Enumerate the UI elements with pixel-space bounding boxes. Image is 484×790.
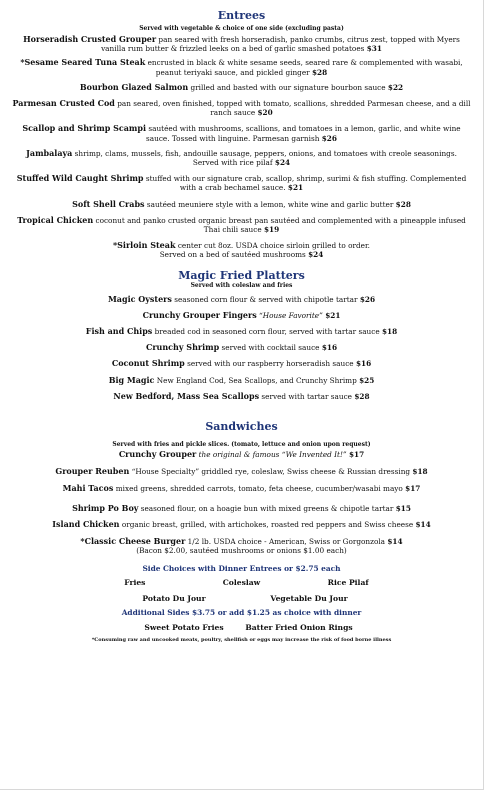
menu-item: [12, 520, 471, 529]
item-price: $15: [395, 503, 411, 513]
item-desc: organic breast, grilled, with artichokes, roasted red peppers and Swiss cheese: [119, 519, 416, 529]
item-name: Jambalaya: [26, 147, 73, 158]
menu-item: [12, 467, 471, 476]
item-name: *Sirloin Steak: [112, 240, 176, 251]
side-item: Coleslaw: [222, 577, 261, 587]
item-desc: shrimp, clams, mussels, fish, andouille sausage, peppers, onions, and tomatoes with creole seasonings. Served with rice pilaf: [72, 148, 457, 168]
menu-item: [12, 99, 471, 117]
menu-item: [12, 392, 471, 401]
side-item: Potato Du Jour: [142, 593, 206, 603]
menu-item: [12, 450, 471, 459]
item-price: $19: [263, 225, 280, 235]
sides-section: [12, 563, 471, 633]
item-desc: New England Cod, Sea Scallops, and Crunchy Shrimp: [154, 375, 360, 385]
menu-item: [12, 295, 471, 304]
menu-item: [12, 149, 471, 167]
item-price: $16: [355, 359, 372, 369]
item-price: $20: [257, 108, 273, 118]
item-name: New Bedford, Mass Sea Scallops: [113, 390, 260, 401]
item-desc: breaded cod in seasoned corn flour, served with tartar sauce: [152, 327, 382, 337]
item-desc: grilled and basted with our signature bourbon sauce: [188, 82, 388, 92]
side-item: Fries: [124, 577, 146, 587]
item-desc: mixed greens, shredded carrots, tomato, feta cheese, cucumber/wasabi mayo: [113, 484, 406, 494]
menu-item: [12, 58, 471, 76]
item-name: Bourbon Glazed Salmon: [79, 81, 189, 92]
sides-row: [127, 622, 357, 633]
menu-item: [12, 35, 471, 53]
menu-item: [12, 174, 471, 192]
item-price: $14: [415, 519, 431, 529]
additional-sides: Additional Sides $3.75 or add $1.25 as choice with dinner: [121, 607, 362, 617]
menu-item: [12, 537, 471, 555]
item-name: Big Magic: [108, 374, 155, 385]
item-desc: coconut and panko crusted organic breast pan sautéed and complemented with a pineapple infused Thai chili sauce: [93, 215, 466, 235]
entrees-subtitle: Served with vegetable & choice of one side (excluding pasta): [139, 25, 344, 32]
item-name: Tropical Chicken: [17, 214, 94, 225]
sandwiches-section: [12, 420, 471, 555]
side-item: Batter Fried Onion Rings: [245, 622, 353, 632]
item-price: $25: [359, 375, 375, 385]
menu-item: [12, 327, 471, 336]
item-name: Soft Shell Crabs: [72, 198, 145, 209]
item-desc: 1/2 lb. USDA choice - American, Swiss or Gorgonzola: [185, 537, 388, 547]
item-desc: pan seared, oven finished, topped with tomato, scallions, shredded Parmesan cheese, and a dill ranch sauce: [114, 99, 471, 118]
item-name: Mahi Tacos: [62, 483, 114, 494]
menu-item: [12, 343, 471, 352]
entrees-section: [12, 9, 471, 260]
menu-item: [12, 484, 471, 493]
sides-row: [107, 593, 377, 604]
item-price: $17: [405, 484, 421, 494]
item-price: $26: [359, 294, 376, 304]
disclaimer: *Consuming raw and uncooked meats, poultry, shellfish or eggs may increase the risk of food borne illness: [91, 636, 392, 643]
menu-item: [12, 311, 471, 320]
item-price: $21: [287, 183, 304, 193]
item-desc: center cut 8oz. USDA choice sirloin grilled to order. Served on a bed of sautéed mushrooms: [159, 241, 371, 260]
item-desc: sautéed meuniere style with a lemon, white wine and garlic butter: [144, 199, 396, 209]
menu-item: [12, 504, 471, 513]
item-desc: served with tartar sauce: [259, 391, 355, 401]
sandwiches-title: Sandwiches: [205, 420, 278, 434]
item-name: Crunchy Shrimp: [145, 342, 220, 353]
item-desc: sautéed with mushrooms, scallions, and tomatoes in a lemon, garlic, and white wine sauce. Tossed with linguine. Parmesan garnish: [146, 124, 461, 143]
item-name: *Classic Cheese Burger: [80, 536, 186, 547]
item-desc: “House Favorite”: [256, 310, 326, 320]
item-name: Coconut Shrimp: [111, 358, 185, 369]
item-name: Horseradish Crusted Grouper: [23, 34, 157, 44]
menu-item: [12, 216, 471, 234]
menu-item: [12, 376, 471, 385]
item-desc: stuffed with our signature crab, scallop, shrimp, surimi & fish stuffing. Complemented with a crab bechamel sauce.: [143, 174, 467, 193]
item-price: $31: [366, 44, 382, 54]
side-item: Sweet Potato Fries: [144, 622, 224, 632]
item-name: *Sesame Seared Tuna Steak: [20, 57, 146, 68]
item-desc: seasoned corn flour & served with chipotle tartar: [171, 294, 360, 304]
item-desc: pan seared with fresh horseradish, panko crumbs, citrus zest, topped with Myers vanilla rum butter & frizzled leeks on a bed of garlic smashed potatoes: [101, 35, 460, 54]
menu-item: [12, 200, 471, 209]
item-price: $18: [412, 467, 428, 477]
item-price: $22: [387, 82, 404, 92]
platters-subtitle: Served with coleslaw and fries: [190, 281, 293, 289]
platters-section: [12, 269, 471, 401]
sides-title: Side Choices with Dinner Entrees or $2.75 each: [142, 563, 341, 573]
item-price: $28: [354, 391, 370, 401]
platters-title: Magic Fried Platters: [178, 268, 305, 282]
sandwiches-subtitle: Served with fries and pickle slices. (tomato, lettuce and onion upon request): [112, 441, 371, 449]
item-price: $28: [395, 199, 411, 209]
item-price: $14: [387, 537, 403, 547]
item-desc: served with our raspberry horseradish sauce: [184, 359, 356, 369]
item-name: Parmesan Crusted Cod: [12, 98, 115, 109]
menu-item: [12, 83, 471, 92]
item-name: Shrimp Po Boy: [72, 502, 139, 513]
item-name: Scallop and Shrimp Scampi: [22, 123, 147, 134]
item-name: Island Chicken: [52, 518, 120, 529]
menu-item: [12, 124, 471, 142]
item-name: Stuffed Wild Caught Shrimp: [16, 173, 144, 184]
entrees-title: Entrees: [217, 9, 266, 22]
item-price: $17: [348, 450, 365, 460]
item-name: Crunchy Grouper: [118, 449, 197, 460]
sides-row: [82, 577, 402, 588]
item-name: Crunchy Grouper Fingers: [142, 309, 257, 320]
side-item: Rice Pilaf: [327, 577, 369, 587]
item-price: $26: [321, 133, 337, 143]
item-price: $24: [308, 250, 324, 260]
item-name: Grouper Reuben: [55, 466, 130, 477]
item-name: Magic Oysters: [107, 293, 172, 304]
item-price: $16: [321, 343, 338, 353]
item-desc: seasoned flour, on a hoagie bun with mixed greens & chipotle tartar: [138, 503, 396, 513]
item-extra: (Bacon $2.00, sautéed mushrooms or onions $1.00 each): [136, 546, 347, 556]
side-item: Vegetable Du Jour: [270, 593, 348, 603]
item-desc: “House Specialty” griddled rye, coleslaw, Swiss cheese & Russian dressing: [129, 467, 413, 477]
item-price: $21: [325, 310, 341, 320]
menu-item: [12, 241, 471, 259]
item-desc: the original & famous “We Invented It!”: [196, 450, 349, 460]
item-price: $24: [274, 158, 291, 168]
item-price: $18: [381, 327, 398, 337]
item-price: $28: [311, 67, 328, 77]
menu-item: [12, 359, 471, 368]
item-name: Fish and Chips: [85, 326, 153, 337]
item-desc: served with cocktail sauce: [219, 343, 322, 353]
item-desc: encrusted in black & white sesame seeds, seared rare & complemented with wasabi, peanut teriyaki sauce, and pickled ginger: [145, 58, 463, 77]
